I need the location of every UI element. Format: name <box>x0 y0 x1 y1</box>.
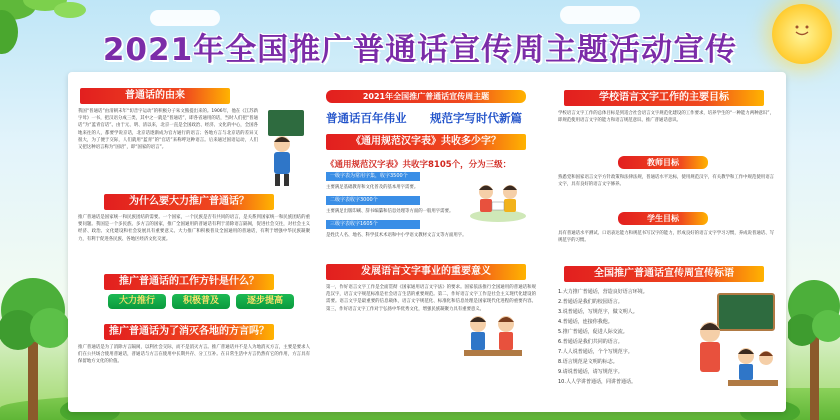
policy-badge-1: 大力推行 <box>108 294 166 309</box>
school-goals-text: 学校语言文字工作的总体目标是到适合社会语言文字规范化建设的工作要求，培养学生的“一种能力两种意识”，即规范使用语言文字的能力和语言规范意识、推广普通话意识。 <box>558 111 774 124</box>
slogan-item: 8.语言规范是文明的标志。 <box>558 359 618 365</box>
level-3-note: 是姓氏人名、地名、科学技术术语和中小学语文教材文言文等方面用字。 <box>326 233 467 238</box>
slogan-item: 1.大力推广普通话，营造良好语言环境。 <box>558 289 648 295</box>
classroom-illustration <box>688 292 778 392</box>
page-title: 2021年全国推广普通话宣传周主题活动宣传 <box>102 32 738 68</box>
teacher-illustration <box>260 106 310 186</box>
character-table-subtitle: 《通用规范汉字表》共收字8105个，分为三级： <box>326 160 512 170</box>
cloud <box>560 6 640 24</box>
theme-slogan-1: 普通话百年伟业 <box>326 111 407 125</box>
significance-text: 第一，作好语言文字工作是全面贯彻《国家通用语言文字法》的要求。国家依法推行全国通用的普通话和规范汉字，语言文字规范标准是社会语言生活的重要规范。第二，作好语言文字工作是社会主义现代化建设的需要。语言文字是最重要的信息载体，语言文字规范化、标准化和信息处理是国家现代化进程的重要内容。第三，作好语言文字工作对于弘扬中华优秀文化，增强民族凝聚力具有重要意义。 <box>326 285 536 312</box>
students-illustration <box>458 308 528 368</box>
slogan-item: 7.人人说普通话，个个写规范字。 <box>558 349 633 355</box>
heading-slogans: 全国推广普通话宣传周宣传标语 <box>564 266 764 282</box>
heading-significance: 发展语言文字事业的重要意义 <box>326 264 526 280</box>
heading-origin: 普通话的由来 <box>80 88 230 104</box>
origin-text: 我国“普通话”由清朝末年“切音字运动”的积极分子朱文熊提出来的。1906年，他在《江苏新字母》一书，把汉语分成三类，其中之一就是“普通话”，即各省通用的话，当时人们把“普通话”为“蓝青官话”。由于元、明、清以来，北京一直是全国政治、经济、文化的中心，全国各地来往的人，都要学说京话，北京话逐渐成为官方通行的语言；各地方言与北京话的差异又很大，为了便于交际，人们就用“蓝青”的“官话”来称呼这种语言。后来通过国语运动，人们又把这种语言称为“国语”，即“国家的语言”。 <box>78 109 258 151</box>
theme-bar: 2021年全国推广普通话宣传周主题 <box>326 90 526 103</box>
slogan-item: 2.普通话是我们的校园语言。 <box>558 299 623 305</box>
heading-work-policy: 推广普通话的工作方针是什么？ <box>104 274 274 290</box>
slogan-item: 6.普通话是我们共同的语言。 <box>558 339 623 345</box>
level-2-note: 主要满足出版印刷、辞书编纂和信息处理等方面的一般用字需要。 <box>326 209 454 214</box>
policy-badge-2: 积极普及 <box>172 294 230 309</box>
slogan-item: 4.普通话，连接你我他。 <box>558 319 613 325</box>
student-goals-text: 具有普通话水平测试、口语表达能力和规范书写汉字的能力，形成良好的语言文字学习习惯，养成说普通话、写规范字的习惯。 <box>558 231 774 244</box>
teacher-goals-text: 熟悉党和国家语言文字方针政策和法律法规，普通话水平达标，使用规范汉字，有关教学和工作中规范使用语言文字，具有良好的语言文字修养。 <box>558 175 774 188</box>
tree-left <box>0 250 70 420</box>
theme-slogan-2: 规范字写时代新篇 <box>430 111 522 125</box>
heading-school-goals: 学校语言文字工作的主要目标 <box>564 90 764 106</box>
level-3-bar: 三级字表收字1605个 <box>326 220 420 229</box>
heading-teacher-goals: 教师目标 <box>618 156 708 169</box>
level-1-bar: 一级字表为常用字集，收字3500个 <box>326 172 420 181</box>
heading-why-promote: 为什么要大力推广普通话？ <box>104 194 274 210</box>
reading-kids-illustration <box>468 178 528 222</box>
slogan-item: 9.请说普通话，请写规范字。 <box>558 369 623 375</box>
dialects-text: 推广普通话是为了消除方言隔阂，以利社会交际，而不是消灭方言。推广普通话并不是人为地消灭方言，主要是要求人们在公共场合使用普通话，普通话与方言在使用中长期共存、分工互补。在日常生活中方言仍然有它的作用，方言具有保留地方文化的价值。 <box>78 345 310 365</box>
policy-badge-3: 逐步提高 <box>236 294 294 309</box>
level-1-note: 主要满足基础教育和文化普及的基本用字需要。 <box>326 185 419 190</box>
heading-dialects: 推广普通话为了消灭各地的方言吗？ <box>104 324 274 340</box>
slogan-item: 3.说普通话，写规范字，做文明人。 <box>558 309 638 315</box>
tree-right <box>788 240 840 420</box>
heading-student-goals: 学生目标 <box>618 212 708 225</box>
level-2-bar: 二级字表收字3000个 <box>326 196 420 205</box>
why-promote-text: 推广普通话是国家统一和民族团结的需要。一个国家，一个民族是否有共同的语言，是关系到国家统一和民族团结的重要问题。我国是一个多民族、多方言的国家，推广全国通用的普通话有利于消除语言隔阂，促进社会交往，对社会主义经济、政治、文化建设和社会发展具有重要意义。大力推广和积极普及全国通用的普通话，有利于增强中华民族凝聚力，有利于促进各民族、各地区经济文化交流。 <box>78 215 310 242</box>
slogan-item: 10.人人学讲普通话，同讲普通话。 <box>558 379 636 385</box>
slogan-item: 5.推广普通话，促进人际交流。 <box>558 329 628 335</box>
heading-character-table: 《通用规范汉字表》共收多少字？ <box>326 134 526 150</box>
content-board <box>68 72 786 412</box>
